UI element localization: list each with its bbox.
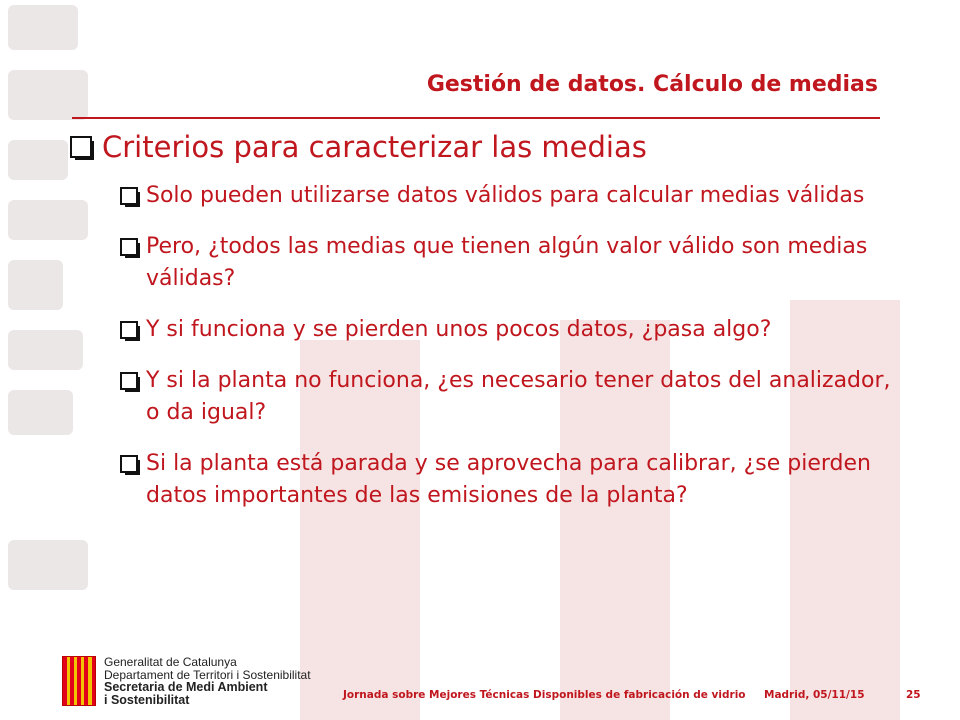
bullet-item (120, 180, 895, 212)
watermark-left-emblem (8, 0, 98, 600)
bullet-text: Y si funciona y se pierden unos pocos datos, ¿pasa algo? (146, 317, 772, 342)
checkbox-bullet-icon (120, 187, 138, 205)
checkbox-bullet-icon (120, 372, 138, 390)
bullet-item (120, 365, 895, 429)
slide-heading (70, 130, 930, 164)
checkbox-bullet-icon (120, 321, 138, 339)
logo-line-1: Generalitat de Catalunya (104, 655, 237, 669)
catalan-flag-icon (62, 656, 96, 706)
bullet-text: Pero, ¿todos las medias que tienen algún valor válido son medias válidas? (146, 234, 868, 291)
slide-title: Gestión de datos. Cálculo de medias (426, 72, 878, 97)
checkbox-bullet-icon (120, 455, 138, 473)
bullet-item (120, 448, 895, 512)
generalitat-logo (62, 656, 311, 706)
bullet-text: Y si la planta no funciona, ¿es necesario tener datos del analizador, o da igual? (146, 368, 891, 425)
footer-date: Madrid, 05/11/15 (764, 689, 865, 701)
title-divider (72, 117, 880, 119)
footer-event-name: Jornada sobre Mejores Técnicas Disponibles de fabricación de vidrio (343, 689, 746, 701)
bullet-item (120, 231, 895, 295)
bullet-list (120, 180, 895, 531)
logo-line-2: Departament de Territori i Sostenibilitat (104, 667, 311, 682)
logo-line-4: i Sostenibilitat (104, 692, 190, 707)
bullet-text: Si la planta está parada y se aprovecha para calibrar, ¿se pierden datos importantes de las emisiones de la planta? (146, 451, 871, 508)
page-number: 25 (906, 689, 921, 701)
checkbox-bullet-icon (120, 238, 138, 256)
logo-text (104, 656, 311, 706)
bullet-item (120, 314, 895, 346)
heading-text: Criterios para caracterizar las medias (102, 130, 647, 164)
logo-line-3: Secretaria de Medi Ambient (104, 680, 268, 694)
bullet-text: Solo pueden utilizarse datos válidos para calcular medias válidas (146, 183, 865, 208)
checkbox-bullet-icon (70, 136, 92, 158)
